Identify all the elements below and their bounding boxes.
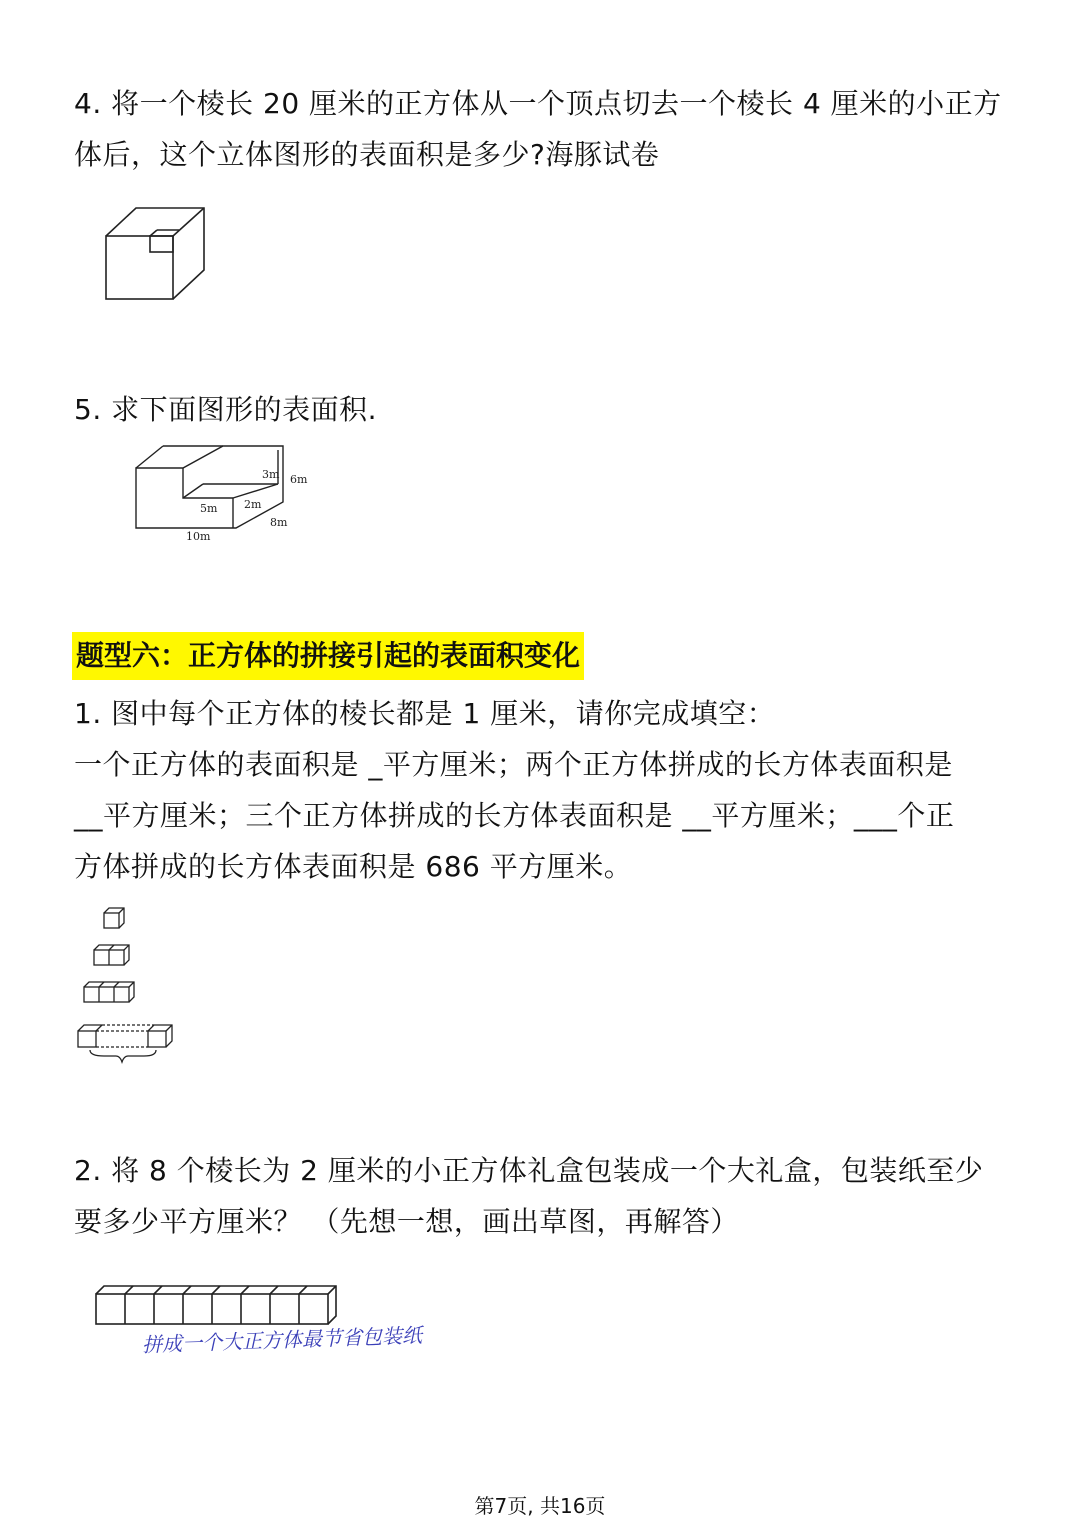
section6-question-1 <box>74 688 1008 892</box>
s6q2-line-2: 要多少平方厘米？ （先想一想，画出草图，再解答） <box>74 1205 739 1238</box>
handwritten-note: 拼成一个大正方体最节省包装纸 <box>141 1323 423 1357</box>
label-10m: 10m <box>186 530 211 543</box>
s6q1-line-3: __平方厘米；三个正方体拼成的长方体表面积是 __平方厘米；___个正 <box>74 799 955 832</box>
cube-stack-figure <box>74 900 184 1065</box>
section6-question-2 <box>74 1145 1008 1247</box>
step-shape-figure <box>128 440 328 550</box>
question-4 <box>74 78 1008 180</box>
question-4-line-1: 4. 将一个棱长 20 厘米的正方体从一个顶点切去一个棱长 4 厘米的小正方 <box>74 87 1002 120</box>
label-3m: 3m <box>262 468 280 481</box>
question-5-text: 5. 求下面图形的表面积. <box>74 393 378 426</box>
question-4-line-2: 体后，这个立体图形的表面积是多少?海豚试卷 <box>74 138 660 171</box>
page-footer: 第7页, 共16页 <box>474 1494 606 1518</box>
eight-cube-row-figure <box>92 1282 342 1328</box>
label-2m: 2m <box>244 498 262 511</box>
question-5 <box>74 384 1008 435</box>
label-6m: 6m <box>290 473 308 486</box>
s6q1-line-1: 1. 图中每个正方体的棱长都是 1 厘米，请你完成填空： <box>74 697 776 730</box>
s6q1-line-4: 方体拼成的长方体表面积是 686 平方厘米。 <box>74 850 633 883</box>
s6q1-line-2: 一个正方体的表面积是 _平方厘米；两个正方体拼成的长方体表面积是 <box>74 748 953 781</box>
cut-cube-figure <box>100 200 210 305</box>
label-8m: 8m <box>270 516 288 529</box>
label-5m: 5m <box>200 502 218 515</box>
s6q2-line-1: 2. 将 8 个棱长为 2 厘米的小正方体礼盒包装成一个大礼盒，包装纸至少 <box>74 1154 984 1187</box>
section-heading: 题型六：正方体的拼接引起的表面积变化 <box>72 632 584 680</box>
